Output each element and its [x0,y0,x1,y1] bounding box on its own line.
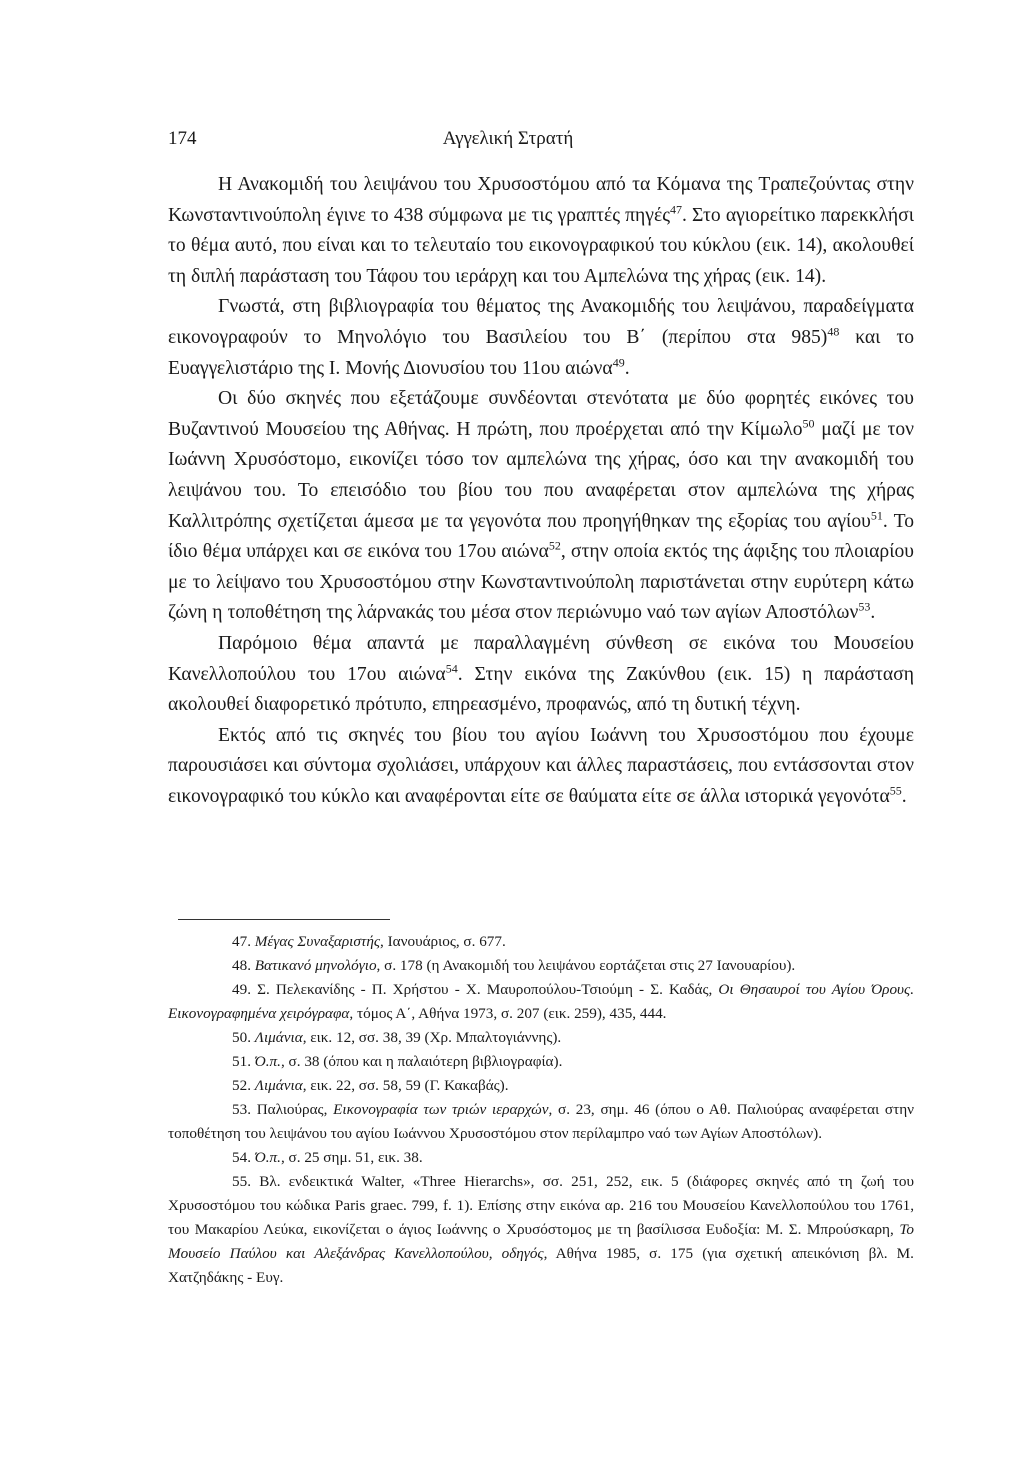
footnote-ref: 54 [445,660,458,675]
text-run: . [624,357,630,379]
footnote-51 [168,1050,914,1074]
text-run: Γνωστά, στη βιβλιογραφία του θέματος της Ανακομιδής του λειψάνου, παραδείγματα εικονογραφούν το Μηνολόγιο του Βασιλείου του Β΄ (περίπου στα 985) [168,296,914,348]
footnote-italic: Εικονογραφία των τριών ιεραρχών [333,1101,549,1118]
footnote-53 [168,1098,914,1146]
footnote-ref: 52 [548,538,561,553]
text-run: . Το ίδιο θέμα υπάρχει και σε εικόνα του 17ου αιώνα [168,510,915,563]
paragraph-1 [168,170,914,292]
footnote-text: , εικ. 12, σσ. 38, 39 (Χρ. Μπαλτογιάννης). [302,1029,562,1046]
text-run: Παρόμοιο θέμα απαντά με παραλλαγμένη σύνθεση σε εικόνα του Μουσείου Κανελλοπούλου του 17ου αιώνα [168,632,914,685]
footnote-ref: 50 [802,416,815,431]
footnote-54 [168,1146,914,1170]
footnote-text: , σ. 38 (όπου και η παλαιότερη βιβλιογραφία). [280,1053,563,1070]
footnote-ref: 55 [889,783,902,798]
text-run: Η Ανακομιδή του λειψάνου του Χρυσοστόμου από τα Κόμανα της Τραπεζούντας στην Κωνσταντινούπολη έγινε το 438 σύμφωνα με τις γραπτές πηγές [168,174,914,226]
footnote-ref: 53 [858,599,871,614]
footnote-text: , εικ. 22, σσ. 58, 59 (Γ. Κακαβάς). [302,1077,509,1094]
text-run: και το Ευαγγελιστάριο της Ι. Μονής Διονυσίου του 11ου αιώνα [168,326,914,379]
footnote-text: , Ιανουάριος, σ. 677. [380,933,506,950]
footnote-italic: Ό.π. [254,1149,281,1166]
paragraph-3 [168,384,914,629]
footnote-number: 53. [232,1101,251,1118]
text-run: Οι δύο σκηνές που εξετάζουμε συνδέονται στενότατα με δύο φορητές εικόνες του Βυζαντινού Μουσείου της Αθήνας. Η πρώτη, που προέρχεται από την Κίμωλο [168,388,914,440]
footnote-number: 51. [232,1053,251,1070]
footnote-italic: Το Μουσείο Παύλου και Αλεξάνδρας Κανελλοπούλου, οδηγός [168,1221,914,1262]
footnote-55 [168,1170,914,1290]
footnote-text: , σ. 23, σημ. 46 (όπου ο Αθ. Παλιούρας αναφέρεται στην τοποθέτηση του λειψάνου του αγίου Ιωάννου Χρυσοστόμου στον περίλαμπρο ναό των Αγίων Αποστόλων). [168,1101,915,1142]
footnote-text: , σ. 25 σημ. 51, εικ. 38. [280,1149,423,1166]
footnote-text: Βλ. ενδεικτικά Walter, «Three Hierarchs», σσ. 251, 252, εικ. 5 (διάφορες σκηνές από τη ζωή του Χρυσοστόμου του κώδικα Paris graec. 799, f. 1). Επίσης στην εικόνα αρ. 216 του Μουσείου Κανελλοπούλου του 1761, του Μακαρίου Λεύκα, εικονίζεται ο άγιος Ιωάννης ο Χρυσόστομος με τη βασίλισσα Ευδοξία: Μ. Σ. Μπρούσκαρη, [168,1173,914,1238]
text-run: . Στην εικόνα της Ζακύνθου (εικ. 15) η παράσταση ακολουθεί διαφορετικό πρότυπο, επηρεασμένο, προφανώς, από τη δυτική τέχνη. [168,663,914,716]
footnote-italic: Λιμάνια [254,1029,303,1046]
footnote-ref: 51 [870,508,883,522]
running-head: Αγγελική Στρατή [442,128,574,149]
paragraph-2 [168,292,914,384]
footnote-number: 54. [232,1149,251,1166]
footnote-text: Σ. Πελεκανίδης - Π. Χρήστου - Χ. Μαυροπούλου-Τσιούμη - Σ. Καδάς, [257,981,719,998]
text-run: , στην οποία εκτός της άφιξης του πλοιαρίου με το λείψανο του Χρυσοστόμου στην Κωνσταντινούπολη παριστάνεται στην ευρύτερη κάτω ζώνη η τοποθέτηση της λάρνακάς του μέσα στον περιώνυμο ναό των αγίων Αποστόλων [168,541,914,624]
footnote-ref: 47 [669,202,682,217]
footnote-50 [168,1026,914,1050]
text-run: Εκτός από τις σκηνές του βίου του αγίου Ιωάννη του Χρυσοστόμου που έχουμε παρουσιάσει και σύντομα σχολιάσει, υπάρχουν και άλλες παραστάσεις, που εντάσσονται στον εικονογραφικό του κύκλο και αναφέρονται είτε σε θαύματα είτε σε άλλα ιστορικά γεγονότα [168,724,914,807]
footnotes [168,930,914,1290]
footnote-47 [168,930,914,954]
footnote-48 [168,954,914,978]
footnote-number: 47. [232,933,251,950]
page-number: 174 [168,128,197,149]
footnote-number: 55. [232,1173,251,1190]
footnote-52 [168,1074,914,1098]
paragraph-5 [168,721,914,813]
footnote-separator [178,919,390,920]
footnote-49 [168,978,914,1026]
footnote-italic: Βατικανό μηνολόγιο [254,957,377,974]
footnote-text: , Αθήνα 1985, σ. 175 (για σχετική απεικόνιση βλ. Μ. Χατζηδάκης - Ευγ. [168,1245,914,1286]
text-run: . Στο αγιορείτικο παρεκκλήσι το θέμα αυτό, που είναι και το τελευταίο του εικονογραφικού του κύκλου (εικ. 14), ακολουθεί τη διπλή παράσταση του Τάφου του ιεράρχη και του Αμπελώνα της χήρας (εικ. 14). [168,204,914,287]
footnote-ref: 49 [612,355,625,370]
body-text [168,170,914,812]
footnote-number: 52. [232,1077,251,1094]
footnote-number: 49. [232,981,251,998]
footnote-italic: Μέγας Συναξαριστής [254,933,381,950]
text-run: . [870,602,876,624]
footnote-text: Παλιούρας, [256,1101,334,1118]
footnote-text: , σ. 178 (η Ανακομιδή του λειψάνου εορτάζεται στις 27 Ιανουαρίου). [376,957,796,974]
paragraph-4 [168,629,914,721]
page-header [168,124,928,154]
footnote-italic: Ό.π. [254,1053,281,1070]
text-run: μαζί με τον Ιωάννη Χρυσόστομο, εικονίζει τόσο τον αμπελώνα της χήρας, όσο και την ανακομιδή του λειψάνου του. Το επεισόδιο του βίου του που αναφέρεται στον αμπελώνα της χήρας Καλλιτρόπης σχετίζεται άμεσα με τα γεγονότα που προηγήθηκαν της εξορίας του αγίου [168,418,914,532]
footnote-number: 50. [232,1029,251,1046]
footnote-ref: 48 [827,324,840,339]
footnote-number: 48. [232,957,251,974]
text-run: . [901,785,907,807]
footnote-italic: Οι Θησαυροί του Αγίου Όρους. Εικονογραφημένα χειρόγραφα [168,981,914,1022]
footnote-text: , τόμος Α΄, Αθήνα 1973, σ. 207 (εικ. 259), 435, 444. [349,1005,667,1022]
footnote-italic: Λιμάνια [254,1077,303,1094]
